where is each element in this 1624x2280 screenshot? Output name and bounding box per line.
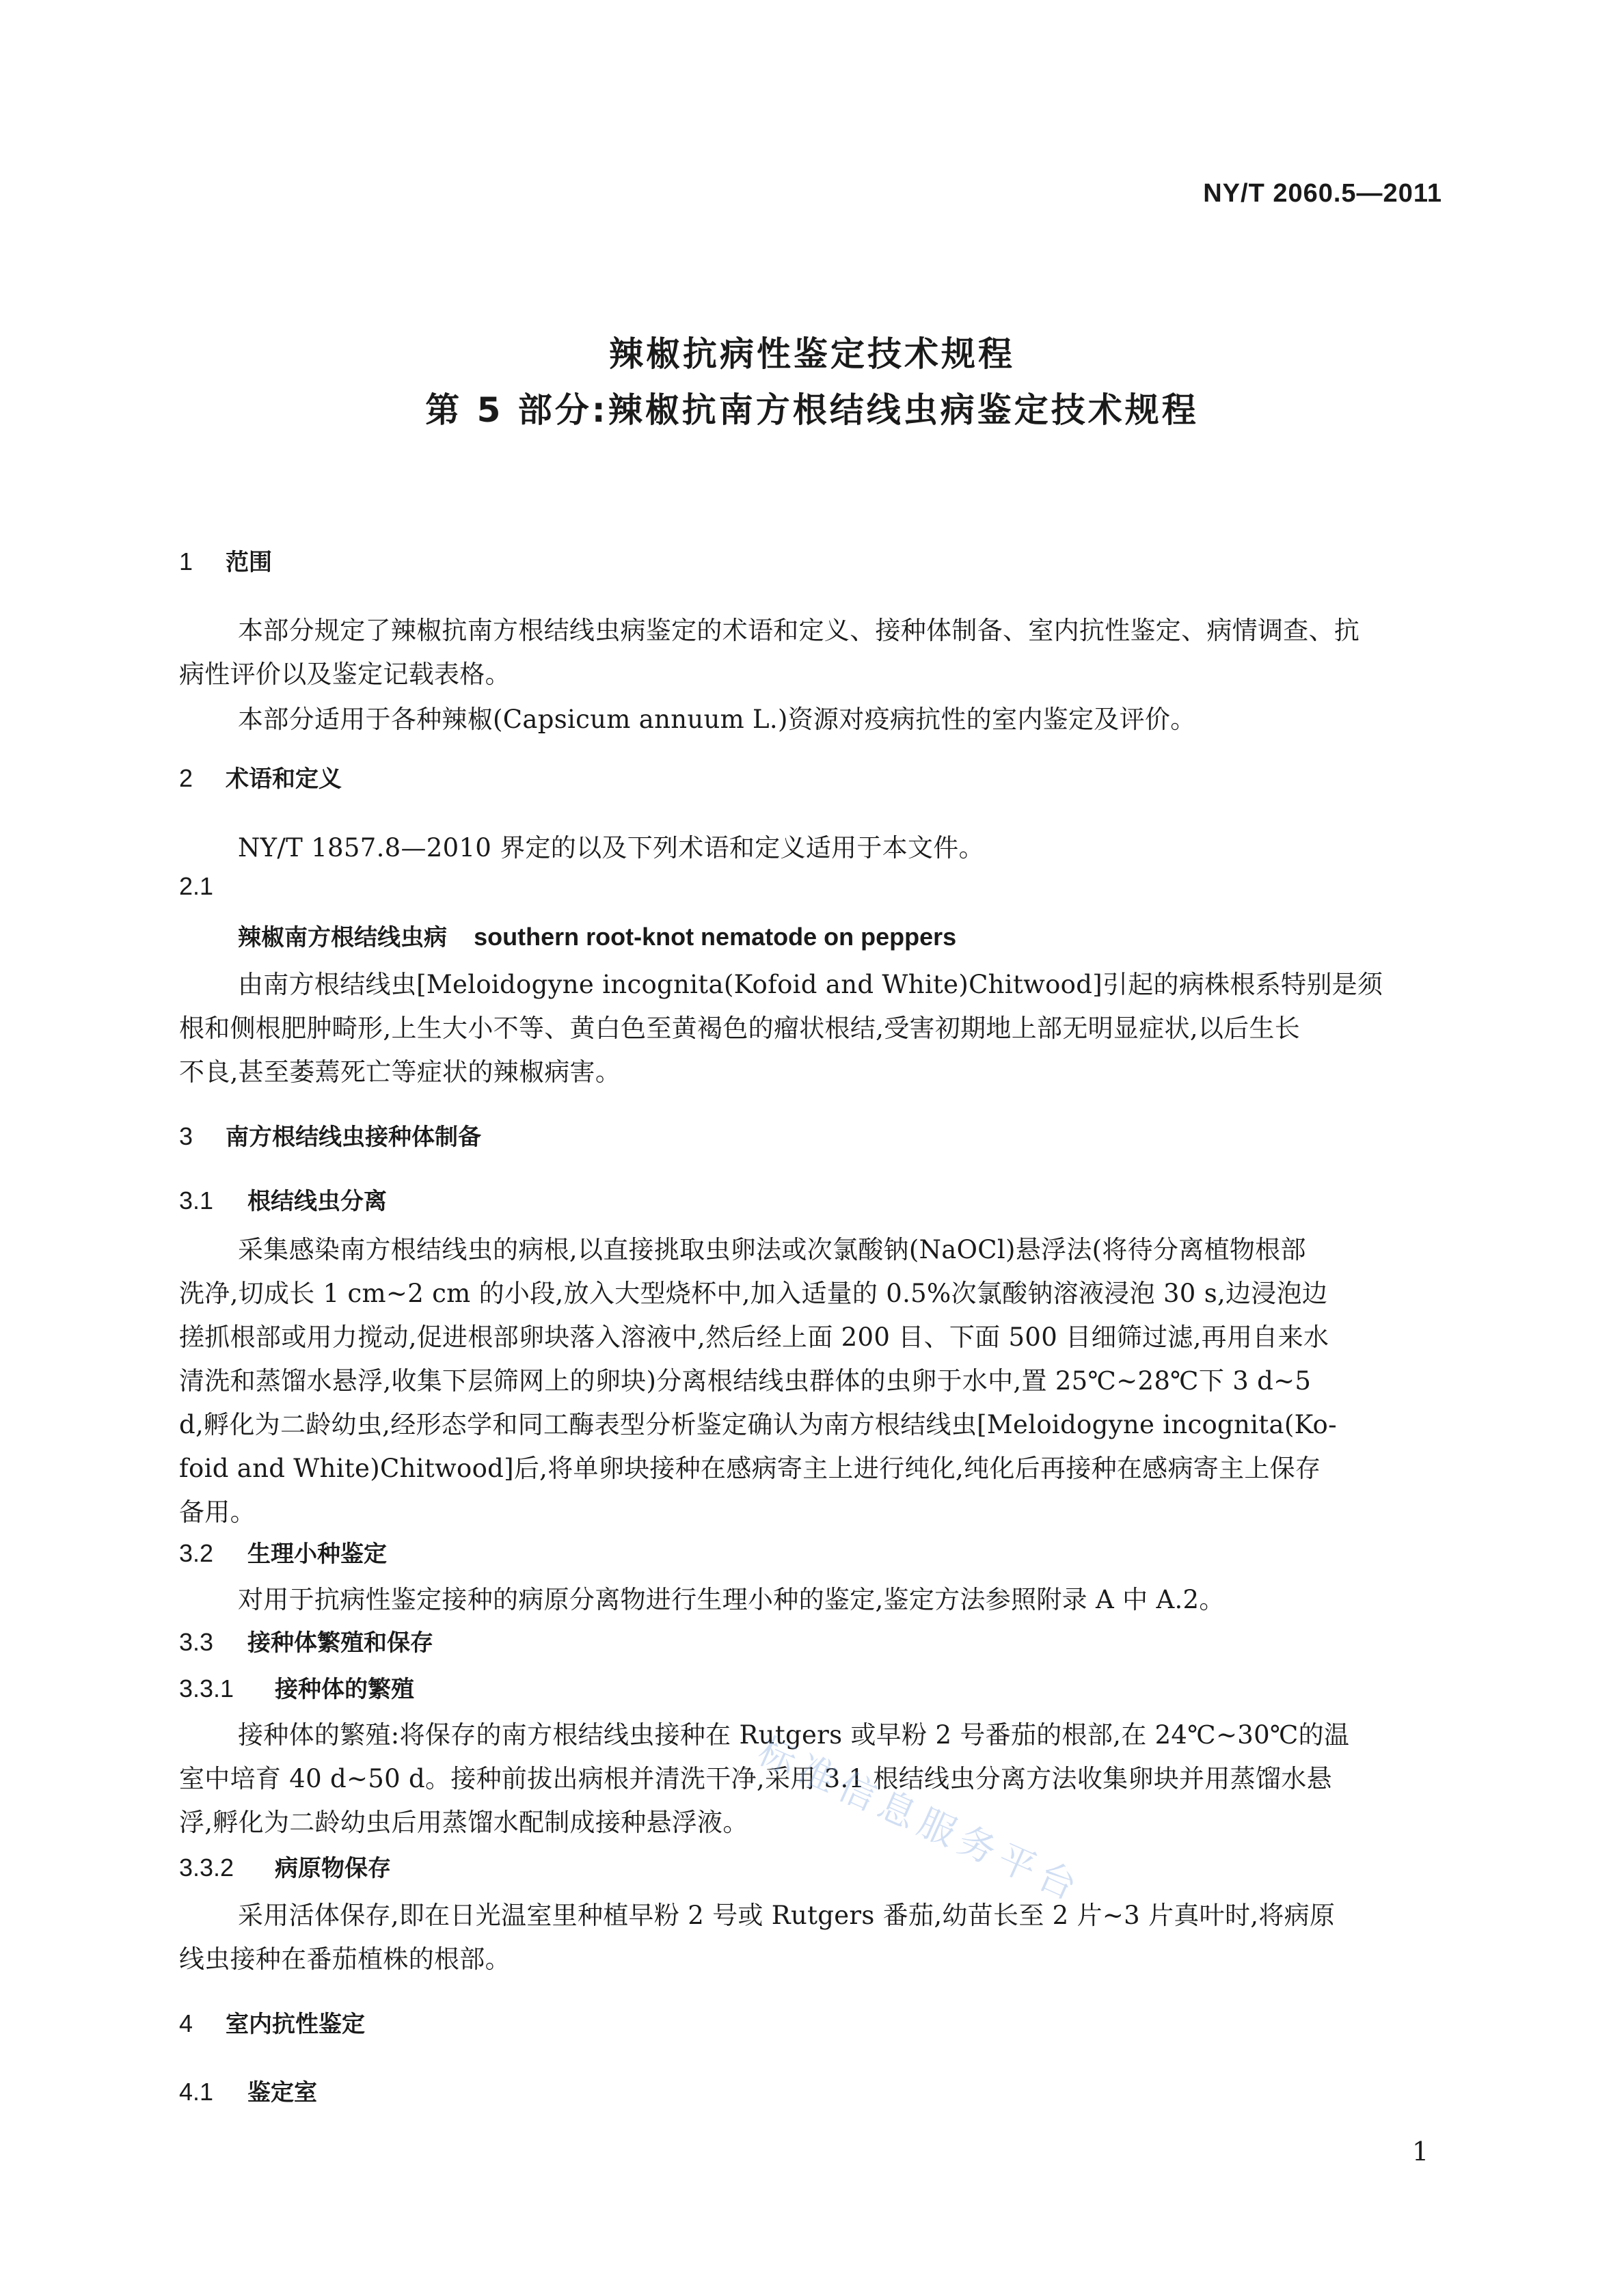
- clause-3-3-1-text-2: 室中培育 40 d~50 d。接种前拔出病根并清洗干净,采用 3.1 根结线虫分离方法收集卵块并用蒸馏水悬: [179, 1764, 1332, 1793]
- clause-3-2-heading: 3.2 生理小种鉴定: [179, 1539, 387, 1568]
- clause-3-3-2-text: 采用活体保存,即在日光温室里种植早粉 2 号或 Rutgers 番茄,幼苗长至 2 片~3 片真叶时,将病原: [238, 1901, 1336, 1930]
- watermark: 标准信息服务平台: [751, 1729, 1090, 1911]
- term-english: southern root-knot nematode on peppers: [474, 923, 957, 951]
- clause-3-1-text-4: 清洗和蒸馏水悬浮,收集下层筛网上的卵块)分离根结线虫群体的虫卵于水中,置 25℃~28℃下 3 d~5: [179, 1366, 1312, 1396]
- document-subtitle: 第 5 部分:辣椒抗南方根结线虫病鉴定技术规程: [425, 390, 1199, 430]
- clause-3-3-2-text-2: 线虫接种在番茄植株的根部。: [179, 1944, 511, 1974]
- term-definition: 由南方根结线虫[Meloidogyne incognita(Kofoid and White)Chitwood]引起的病株根系特别是须: [238, 970, 1383, 999]
- page-number: 1: [1412, 2136, 1429, 2167]
- document-title: 辣椒抗病性鉴定技术规程: [609, 334, 1015, 374]
- section-2-heading: 2 术语和定义: [179, 764, 342, 793]
- standard-code: NY/T 2060.5—2011: [1203, 179, 1442, 208]
- term-definition-cont-2: 不良,甚至萎蔫死亡等症状的辣椒病害。: [179, 1057, 621, 1087]
- section-4-heading: 4 室内抗性鉴定: [179, 2009, 365, 2038]
- clause-3-1-text: 采集感染南方根结线虫的病根,以直接挑取虫卵法或次氯酸钠(NaOCl)悬浮法(将待分离植物根部: [238, 1235, 1306, 1264]
- clause-3-3-1-text-3: 浮,孵化为二龄幼虫后用蒸馏水配制成接种悬浮液。: [179, 1808, 748, 1837]
- term-chinese: 辣椒南方根结线虫病: [238, 924, 447, 951]
- clause-3-3-2-heading: 3.3.2 病原物保存: [179, 1854, 391, 1882]
- section-2-paragraph: NY/T 1857.8—2010 界定的以及下列术语和定义适用于本文件。: [238, 833, 984, 863]
- clause-3-2-text: 对用于抗病性鉴定接种的病原分离物进行生理小种的鉴定,鉴定方法参照附录 A 中 A.2。: [238, 1585, 1225, 1614]
- clause-3-3-1-text: 接种体的繁殖:将保存的南方根结线虫接种在 Rutgers 或早粉 2 号番茄的根部,在 24℃~30℃的温: [238, 1720, 1350, 1750]
- clause-3-3-heading: 3.3 接种体繁殖和保存: [179, 1628, 433, 1657]
- clause-3-1-text-2: 洗净,切成长 1 cm~2 cm 的小段,放入大型烧杯中,加入适量的 0.5%次氯酸钠溶液浸泡 30 s,边浸泡边: [179, 1279, 1328, 1308]
- term-definition-cont-1: 根和侧根肥肿畸形,上生大小不等、黄白色至黄褐色的瘤状根结,受害初期地上部无明显症状,以后生长: [179, 1014, 1301, 1043]
- clause-3-1-text-7: 备用。: [179, 1497, 256, 1527]
- clause-4-1-heading: 4.1 鉴定室: [179, 2078, 317, 2106]
- clause-3-1-text-3: 搓抓根部或用力搅动,促进根部卵块落入溶液中,然后经上面 200 目、下面 500 目细筛过滤,再用自来水: [179, 1322, 1329, 1352]
- section-1-paragraph-1-cont: 病性评价以及鉴定记载表格。: [179, 660, 511, 689]
- clause-3-1-heading: 3.1 根结线虫分离: [179, 1186, 387, 1215]
- section-1-paragraph-2: 本部分适用于各种辣椒(Capsicum annuum L.)资源对疫病抗性的室内鉴定及评价。: [238, 705, 1196, 734]
- section-1-paragraph-1: 本部分规定了辣椒抗南方根结线虫病鉴定的术语和定义、接种体制备、室内抗性鉴定、病情调查、抗: [238, 616, 1360, 645]
- term-entry: [238, 919, 956, 952]
- clause-3-1-text-5: d,孵化为二龄幼虫,经形态学和同工酶表型分析鉴定确认为南方根结线虫[Meloidogyne incognita(Ko-: [179, 1410, 1337, 1439]
- section-1-heading: 1 范围: [179, 547, 272, 576]
- clause-2-1-number: 2.1: [179, 872, 214, 900]
- clause-3-3-1-heading: 3.3.1 接种体的繁殖: [179, 1674, 414, 1703]
- section-3-heading: 3 南方根结线虫接种体制备: [179, 1122, 481, 1151]
- clause-3-1-text-6: foid and White)Chitwood]后,将单卵块接种在感病寄主上进行纯化,纯化后再接种在感病寄主上保存: [179, 1454, 1321, 1483]
